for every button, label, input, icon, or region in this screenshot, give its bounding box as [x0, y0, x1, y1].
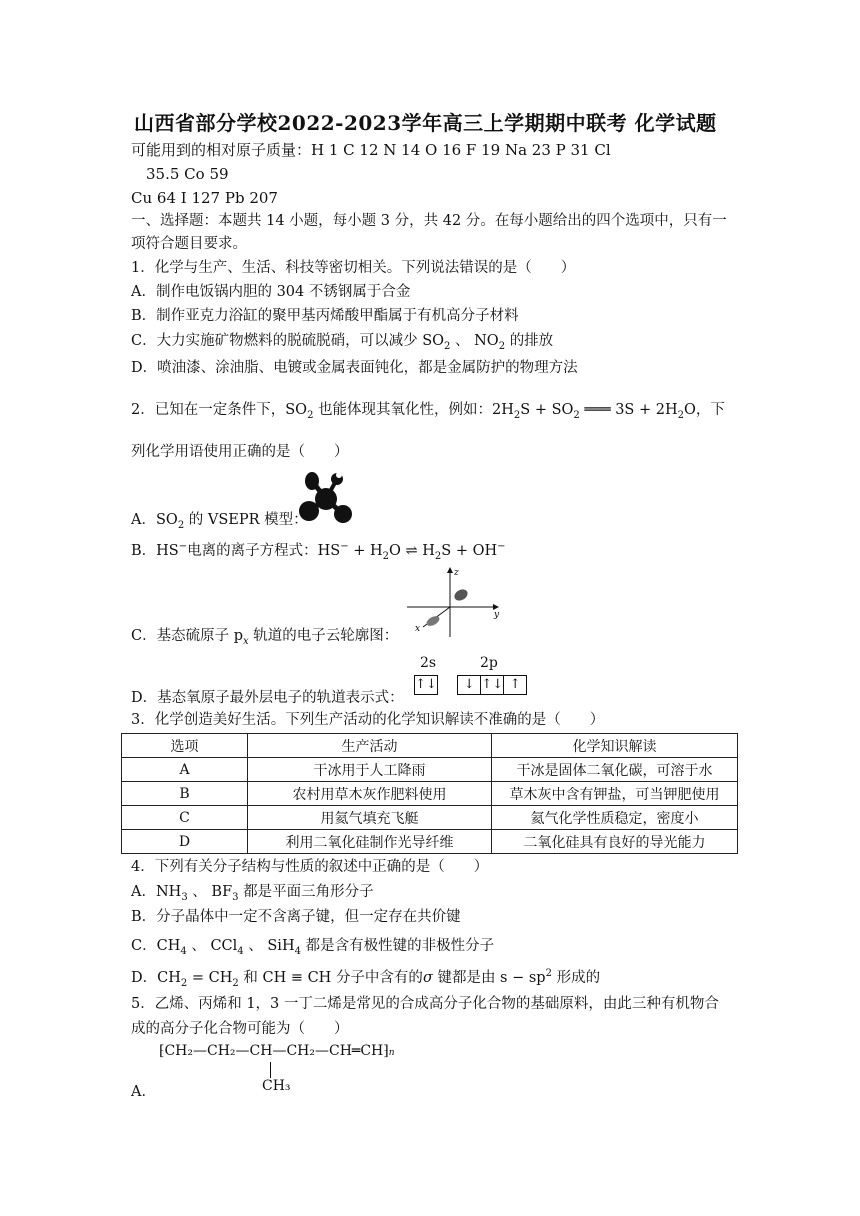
option-d: D．$CH_2 = CH_2$ 和 CH ≡ CH 分子中含有的σ 键都是由 $s - sp^2$ 形成的: [131, 968, 601, 989]
orbital-label-2p: 2p: [480, 655, 498, 671]
bracket-left: ⁅: [159, 1043, 165, 1059]
table-row: [122, 782, 738, 806]
option-text: 都是平面三角形分子: [243, 884, 374, 900]
option-text: 和: [243, 970, 258, 986]
stem-text: 2．已知在一定条件下，: [131, 402, 286, 418]
table-cell: 氦气化学性质稳定，密度小: [492, 806, 738, 830]
orbital-label-2s: 2s: [420, 655, 437, 671]
table-cell: 农村用草木灰作肥料使用: [248, 782, 492, 806]
page-title: 山西省部分学校2022-2023学年高三上学期期中联考 化学试题: [134, 111, 717, 135]
svg-text:y: y: [494, 610, 500, 620]
option-text: 都是含有极性键的非极性分子: [305, 938, 495, 954]
branch-bond: [270, 1062, 271, 1078]
polymer-chain: CH₂—CH₂—CH—CH₂—CH═CH: [164, 1043, 384, 1059]
svg-text:x: x: [415, 624, 421, 634]
svg-text:z: z: [454, 568, 459, 578]
option-text: 、: [455, 333, 470, 349]
option-text: 键都是由: [437, 970, 496, 986]
table-header: 化学知识解读: [492, 734, 738, 758]
option-b: B．制作亚克力浴缸的聚甲基丙烯酸甲酯属于有机高分子材料: [131, 308, 519, 324]
option-text: A．: [131, 512, 156, 528]
question-stem: 成的高分子化合物可能为（ ）: [131, 1021, 349, 1037]
option-b: B．分子晶体中一定不含离子键，但一定存在共价键: [131, 909, 461, 925]
q3-table: [121, 733, 738, 854]
table-header: 生产活动: [248, 734, 492, 758]
orbital-diagram: [414, 675, 527, 695]
table-cell: 草木灰中含有钾盐，可当钾肥使用: [492, 782, 738, 806]
option-d: D．喷油漆、涂油脂、电镀或金属表面钝化，都是金属防护的物理方法: [131, 360, 578, 376]
table-cell: C: [122, 806, 248, 830]
polymer-branch: CH₃: [262, 1078, 291, 1094]
option-a: A．: [131, 1084, 156, 1100]
table-cell: D: [122, 830, 248, 854]
table-cell: 用氦气填充飞艇: [248, 806, 492, 830]
atomic-mass-line: 可能用到的相对原子质量：H 1 C 12 N 14 O 16 F 19 Na 23 P 31 Cl: [131, 141, 611, 159]
option-d: D．基态氧原子最外层电子的轨道表示式：: [131, 690, 404, 706]
table-row: [122, 806, 738, 830]
polymer-subscript-n: n: [388, 1048, 395, 1058]
option-text: B．: [131, 543, 157, 559]
table-row: [122, 830, 738, 854]
question-stem: 4．下列有关分子结构与性质的叙述中正确的是（ ）: [131, 859, 489, 875]
option-text: 电离的离子方程式：: [187, 543, 318, 559]
question-stem: 1．化学与生产、生活、科技等密切相关。下列说法错误的是（ ）: [131, 260, 576, 276]
atomic-mass-line: 35.5 Co 59: [146, 165, 229, 183]
stem-text: ，下: [695, 402, 725, 418]
option-a: A．制作电饭锅内胆的 304 不锈钢属于合金: [131, 284, 411, 300]
table-cell: B: [122, 782, 248, 806]
orbital-box: ↑↓: [414, 675, 438, 695]
option-text: 轨道的电子云轮廓图：: [253, 628, 399, 644]
question-stem: 列化学用语使用正确的是（ ）: [131, 444, 349, 460]
option-text: 分子中含有的: [335, 970, 423, 986]
table-header-row: [122, 734, 738, 758]
option-text: C．基态硫原子: [131, 628, 230, 644]
stem-text: 也能体现其氧化性，例如：: [318, 402, 493, 418]
table-cell: 二氧化硅具有良好的导光能力: [492, 830, 738, 854]
px-orbital-image: [403, 565, 503, 640]
question-stem: 2．已知在一定条件下，$SO_2$ 也能体现其氧化性，例如：$2H_2S + SO_2$ ═══ $3S + 2H_2O$，下: [131, 402, 725, 421]
table-row: [122, 758, 738, 782]
section-instruction: 项符合题目要求。: [131, 236, 247, 252]
option-text: C．: [131, 938, 157, 954]
option-text: D．: [131, 970, 158, 986]
option-c: C．大力实施矿物燃料的脱硫脱硝，可以减少 $SO_2$ 、 $NO_2$ 的排放: [131, 333, 554, 352]
section-instruction: 一、选择题：本题共 14 小题，每小题 3 分，共 42 分。在每小题给出的四个选项中，只有一: [131, 213, 727, 229]
option-text: A．: [131, 884, 156, 900]
option-text: 形成的: [556, 970, 601, 986]
orbital-box: ↑↓: [481, 675, 504, 695]
option-a: A．$SO_2$ 的 VSEPR 模型：: [131, 512, 308, 531]
option-text: 的排放: [509, 333, 554, 349]
option-text: C．大力实施矿物燃料的脱硫脱硝，可以减少: [131, 333, 418, 349]
table-cell: 干冰是固体二氧化碳，可溶于水: [492, 758, 738, 782]
bracket-right: ⁆: [383, 1043, 389, 1059]
option-a: A．$NH_3$ 、 $BF_3$ 都是平面三角形分子: [131, 884, 374, 903]
question-stem: 5．乙烯、丙烯和 1，3 一丁二烯是常见的合成高分子化合物的基础原料，由此三种有机物合: [131, 996, 719, 1012]
option-c: C．$CH_4$ 、 CCl$_4$ 、 SiH$_4$ 都是含有极性键的非极性分子: [131, 938, 495, 957]
polymer-structure: [159, 1043, 395, 1059]
option-text: 的 VSEPR 模型：: [188, 512, 308, 528]
option-c: C．基态硫原子 $p_x$ 轨道的电子云轮廓图：: [131, 628, 399, 647]
table-cell: 干冰用于人工降雨: [248, 758, 492, 782]
orbital-box: ↓: [457, 675, 481, 695]
question-stem: 3．化学创造美好生活。下列生产活动的化学知识解读不准确的是（ ）: [131, 712, 605, 728]
atomic-mass-line: Cu 64 I 127 Pb 207: [131, 189, 278, 207]
table-cell: A: [122, 758, 248, 782]
orbital-box: ↑: [504, 675, 527, 695]
option-b: B．HS−电离的离子方程式：$HS^- + H_2O$ ⇌ $H_2S + OH^-$: [131, 541, 506, 562]
table-cell: 利用二氧化硅制作光导纤维: [248, 830, 492, 854]
table-header: 选项: [122, 734, 248, 758]
